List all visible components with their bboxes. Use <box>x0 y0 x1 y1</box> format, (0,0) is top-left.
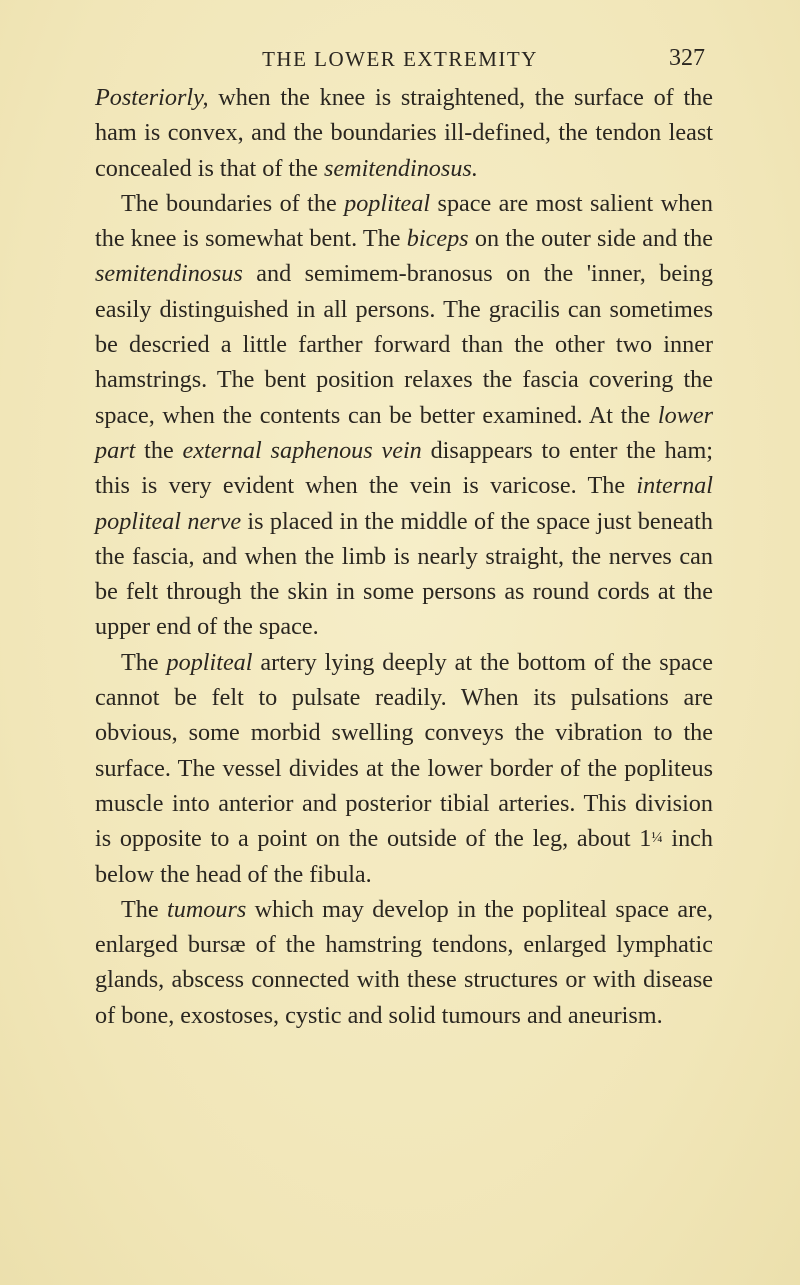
text-run: and semimem-branosus on the 'inner, being easily distinguished in all persons. The gracilis can sometimes be descried a little farther forward than the other two inner hamstrings. The bent position relaxes the fascia covering the space, when the contents can be better examined. At the <box>95 260 713 429</box>
italic-term: semitendinosus. <box>324 154 478 182</box>
fraction: ¼ <box>651 830 663 847</box>
page-number: 327 <box>669 45 705 71</box>
text-run: the <box>135 436 183 464</box>
italic-term: tumours <box>167 895 247 923</box>
paragraph-popliteal-boundaries <box>95 186 713 645</box>
text-run: The <box>121 895 167 923</box>
text-run: inch below the head of the fibula. <box>95 825 713 888</box>
italic-term: popliteal <box>344 189 431 217</box>
body-text <box>95 80 713 1033</box>
text-run: The <box>121 648 167 676</box>
text-run: space are most salient when the knee is somewhat bent. The <box>95 189 714 253</box>
italic-term: semitendinosus <box>95 260 243 288</box>
paragraph-popliteal-artery <box>95 645 713 892</box>
italic-term: Posteriorly, <box>95 84 209 111</box>
text-run: when the knee is straightened, the surface of the ham is convex, and the boundaries ill-defined, the tendon least concealed is that of the <box>95 84 713 182</box>
text-run: disappears to enter the ham; this is very evident when the vein is varicose. The <box>95 436 713 500</box>
paragraph-tumours <box>95 892 713 1033</box>
text-run: artery lying deeply at the bottom of the space cannot be felt to pulsate readily. When its pulsations are obvious, some morbid swelling conveys the vibration to the surface. The vessel divides at the lower border of the popliteus muscle into anterior and posterior tibial arteries. This division is opposite to a point on the outside of the leg, about 1 <box>95 648 713 853</box>
text-run: on the outer side and the <box>468 225 713 253</box>
italic-term: external saphenous vein <box>182 436 422 464</box>
paragraph-posteriorly <box>95 80 713 186</box>
italic-term: internal popliteal nerve <box>95 472 713 535</box>
running-head: THE LOWER EXTREMITY <box>262 47 538 71</box>
italic-term: popliteal <box>166 648 253 676</box>
text-run: is placed in the middle of the space just beneath the fascia, and when the limb is nearly straight, the nerves can be felt through the skin in some persons as round cords at the upper end of the space. <box>95 507 713 641</box>
text-run: which may develop in the popliteal space are, enlarged bursæ of the hamstring tendons, enlarged lymphatic glands, abscess connected with these structures or with disease of bone, exostoses, cystic and solid tumours and aneurism. <box>95 895 713 1029</box>
page-header <box>95 45 705 77</box>
text-run: The boundaries of the <box>121 189 345 217</box>
italic-term: biceps <box>406 225 469 253</box>
italic-term: lower part <box>95 401 713 464</box>
